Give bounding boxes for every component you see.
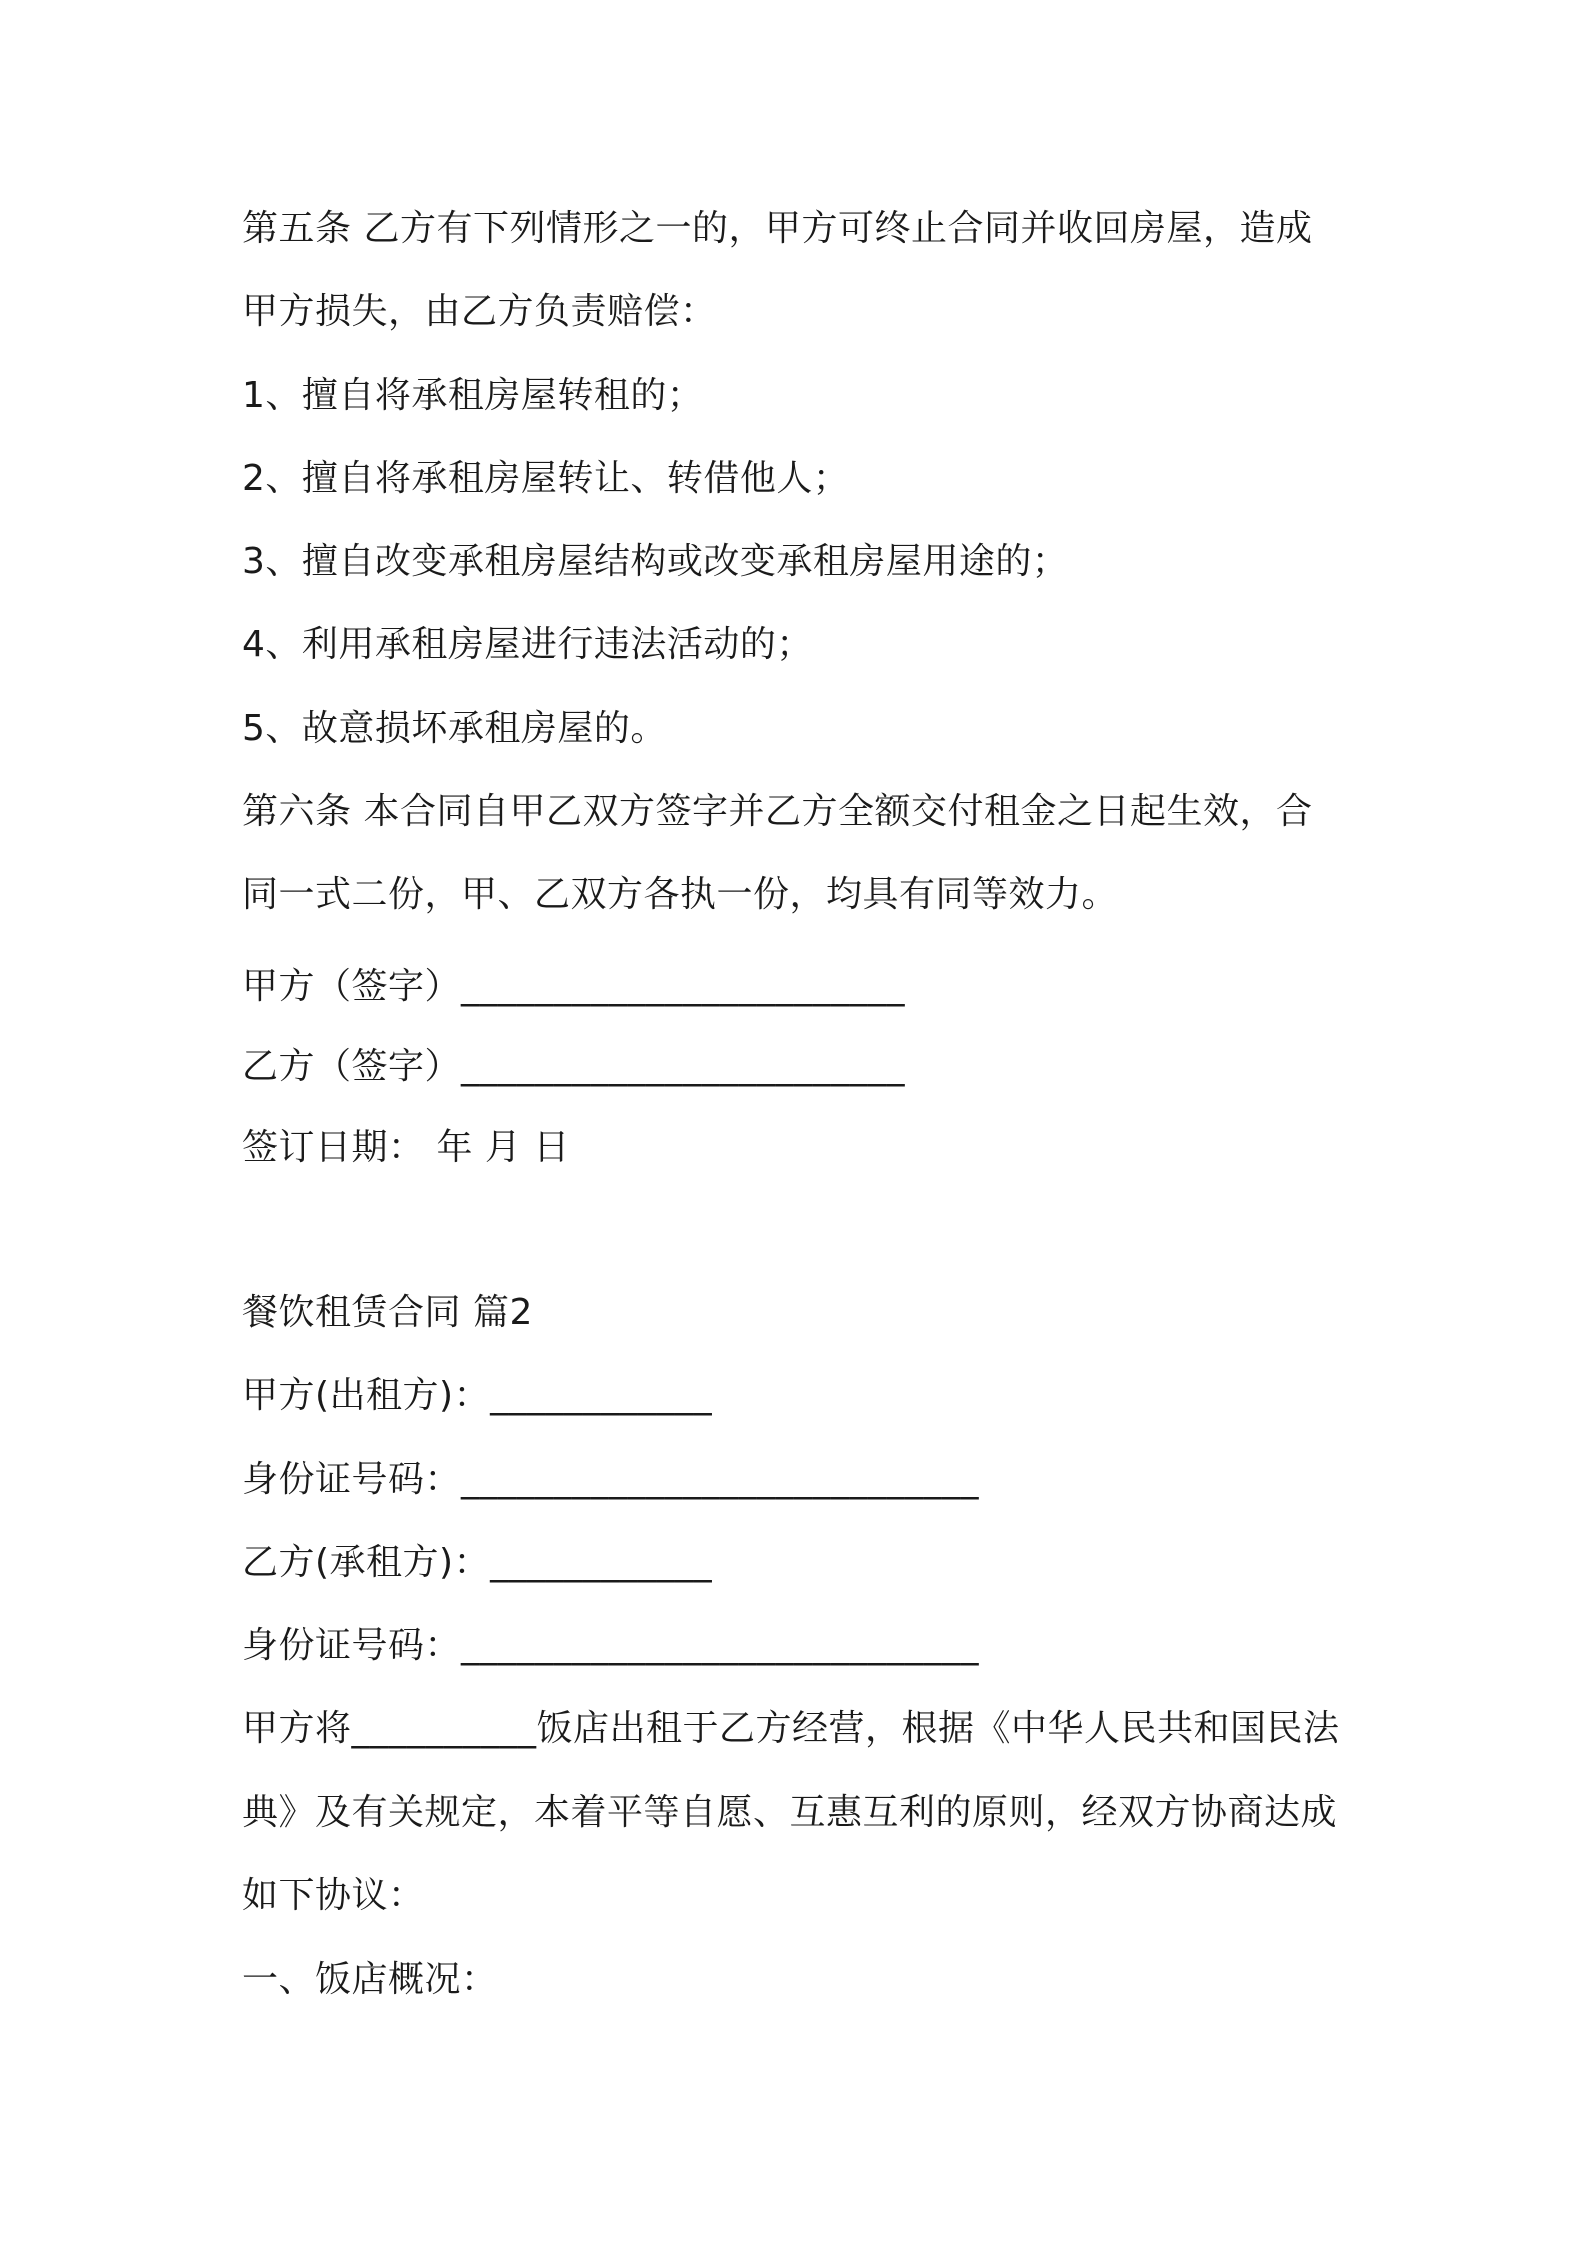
section-1-heading: 一、饭店概况：	[242, 1959, 498, 2000]
preamble-line-1: 甲方将__________饭店出租于乙方经营，根据《中华人民共和国民法	[242, 1708, 1340, 1749]
preamble-line-2: 典》及有关规定，本着平等自愿、互惠互利的原则，经双方协商达成	[242, 1792, 1338, 1833]
article-5-line-2: 甲方损失，由乙方负责赔偿：	[242, 291, 717, 332]
article-5-item-3: 3、擅自改变承租房屋结构或改变承租房屋用途的；	[242, 541, 1069, 582]
party-a-lessor-line: 甲方(出租方)：____________	[242, 1375, 713, 1416]
article-5-item-2: 2、擅自将承租房屋转让、转借他人；	[242, 458, 850, 499]
party-a-signature-line: 甲方（签字）________________________	[242, 966, 906, 1007]
article-5-item-4: 4、利用承租房屋进行违法活动的；	[242, 624, 813, 665]
party-b-signature-line: 乙方（签字）________________________	[242, 1046, 906, 1087]
signing-date-line: 签订日期： 年 月 日	[242, 1127, 570, 1168]
party-a-id-number-line: 身份证号码：____________________________	[242, 1459, 980, 1500]
article-5-item-5: 5、故意损坏承租房屋的。	[242, 708, 667, 749]
preamble-line-3: 如下协议：	[242, 1875, 425, 1916]
contract-2-title: 餐饮租赁合同 篇2	[242, 1292, 533, 1333]
party-b-id-number-line: 身份证号码：____________________________	[242, 1625, 980, 1666]
article-6-line-2: 同一式二份，甲、乙双方各执一份，均具有同等效力。	[242, 874, 1119, 915]
article-5-item-1: 1、擅自将承租房屋转租的；	[242, 375, 704, 416]
article-5-line-1: 第五条 乙方有下列情形之一的，甲方可终止合同并收回房屋，造成	[242, 208, 1313, 249]
party-b-lessee-line: 乙方(承租方)：____________	[242, 1542, 713, 1583]
article-6-line-1: 第六条 本合同自甲乙双方签字并乙方全额交付租金之日起生效，合	[242, 791, 1313, 832]
